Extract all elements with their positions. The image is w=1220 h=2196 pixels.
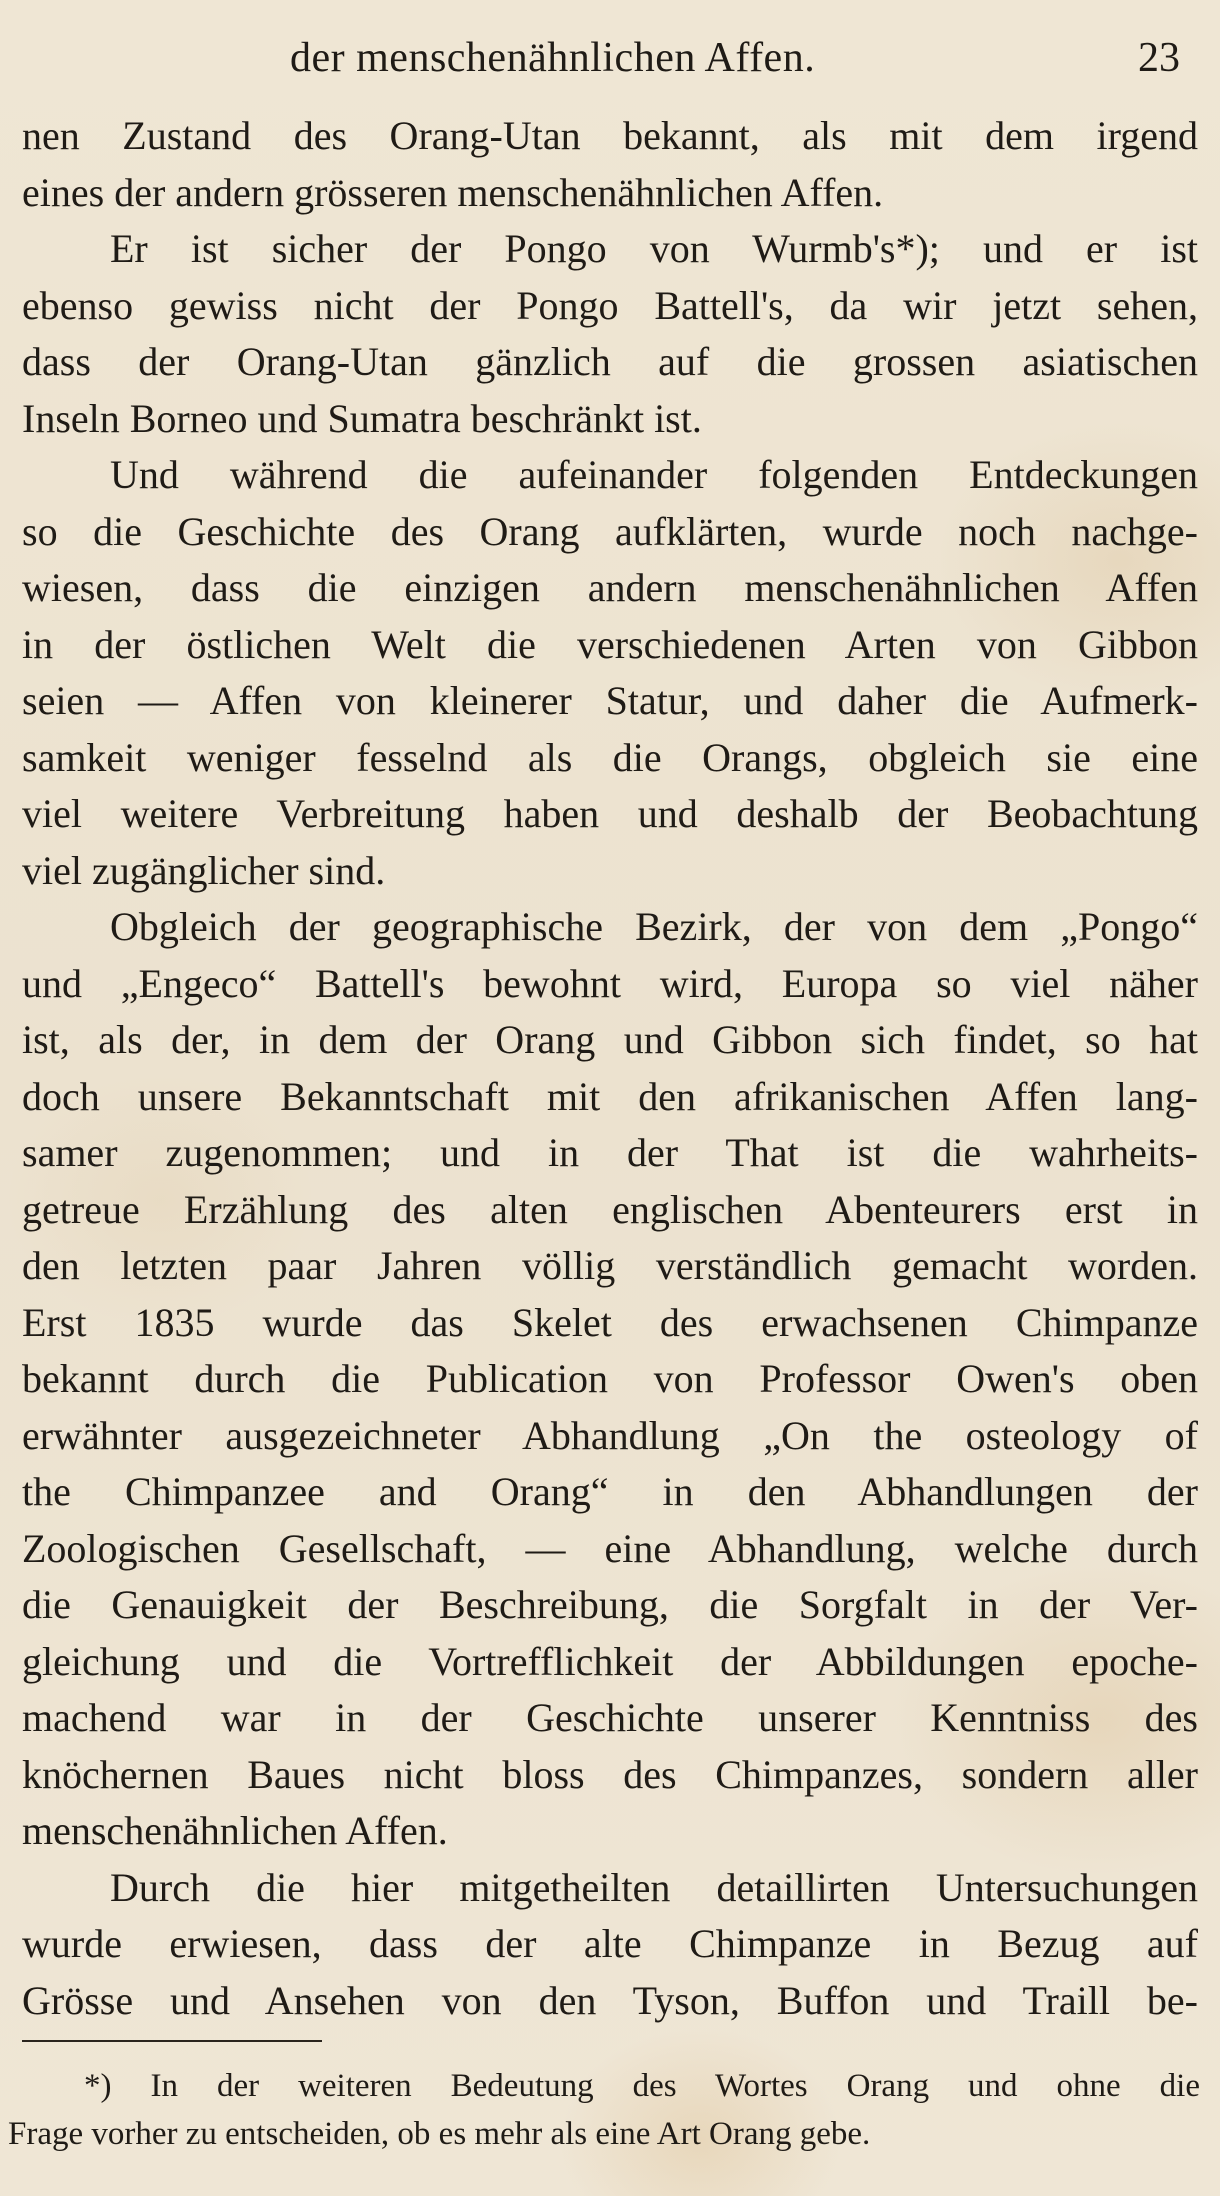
text-line: wurde erwiesen, dass der alte Chimpanze in Bezug auf [22,1921,1198,1966]
text-line: bekannt durch die Publication von Professor Owen's oben [22,1356,1198,1401]
running-title: der menschenähnlichen Affen. [290,35,816,81]
text-line: seien — Affen von kleinerer Statur, und daher die Aufmerk- [22,678,1198,723]
text-line: ebenso gewiss nicht der Pongo Battell's, da wir jetzt sehen, [22,282,1198,328]
text-line: doch unsere Bekanntschaft mit den afrikanischen Affen lang- [22,1073,1198,1119]
text-line: so die Geschichte des Orang aufklärten, wurde noch nachge- [22,508,1198,554]
text-line: Grösse und Ansehen von den Tyson, Buffon und Traill be- [22,1977,1198,2023]
footnote [8,2062,1200,2158]
text-line: Inseln Borneo und Sumatra beschränkt ist. [22,395,702,441]
text-line: viel weitere Verbreitung haben und deshalb der Beobachtung [22,791,1198,836]
text-line: samer zugenommen; und in der That ist die wahrheits- [22,1130,1198,1175]
text-line: dass der Orang-Utan gänzlich auf die grossen asiatischen [22,339,1198,384]
text-line: in der östlichen Welt die verschiedenen Arten von Gibbon [22,621,1198,667]
text-line: eines der andern grösseren menschenähnlichen Affen. [22,169,884,215]
text-line: menschenähnlichen Affen. [22,1808,448,1853]
footnote-line: *) In der weiteren Bedeutung des Wortes Orang und ohne die [84,2068,1200,2104]
text-line: samkeit weniger fesselnd als die Orangs, obgleich sie eine [22,734,1198,780]
text-line: knöchernen Baues nicht bloss des Chimpanzes, sondern aller [22,1751,1198,1797]
text-line: Zoologischen Gesellschaft, — eine Abhandlung, welche durch [22,1525,1198,1571]
body-text [22,108,1198,2029]
text-line: machend war in der Geschichte unserer Kenntniss des [22,1695,1198,1740]
text-line: und „Engeco“ Battell's bewohnt wird, Europa so viel näher [22,960,1198,1006]
text-line: Und während die aufeinander folgenden Entdeckungen [110,452,1198,497]
page-header [290,34,1200,90]
text-line: Durch die hier mitgetheilten detaillirten Untersuchungen [110,1864,1198,1910]
text-line: wiesen, dass die einzigen andern menschenähnlichen Affen [22,565,1198,610]
text-line: viel zugänglicher sind. [22,847,386,893]
footnote-divider [22,2040,322,2042]
text-line: Er ist sicher der Pongo von Wurmb's*); und er ist [110,226,1198,271]
page-number: 23 [1138,35,1180,81]
text-line: getreue Erzählung des alten englischen Abenteurers erst in [22,1186,1198,1232]
text-line: die Genauigkeit der Beschreibung, die Sorgfalt in der Ver- [22,1582,1198,1627]
text-line: den letzten paar Jahren völlig verständlich gemacht worden. [22,1243,1198,1288]
text-line: nen Zustand des Orang-Utan bekannt, als mit dem irgend [22,113,1198,158]
text-line: Erst 1835 wurde das Skelet des erwachsenen Chimpanze [22,1299,1198,1345]
text-line: Obgleich der geographische Bezirk, der von dem „Pongo“ [110,904,1198,949]
text-line: the Chimpanzee and Orang“ in den Abhandlungen der [22,1469,1198,1514]
text-line: erwähnter ausgezeichneter Abhandlung „On the osteology of [22,1412,1198,1458]
footnote-line: Frage vorher zu entscheiden, ob es mehr als eine Art Orang gebe. [8,2116,871,2152]
text-line: ist, als der, in dem der Orang und Gibbon sich findet, so hat [22,1017,1198,1062]
text-line: gleichung und die Vortrefflichkeit der Abbildungen epoche- [22,1638,1198,1684]
